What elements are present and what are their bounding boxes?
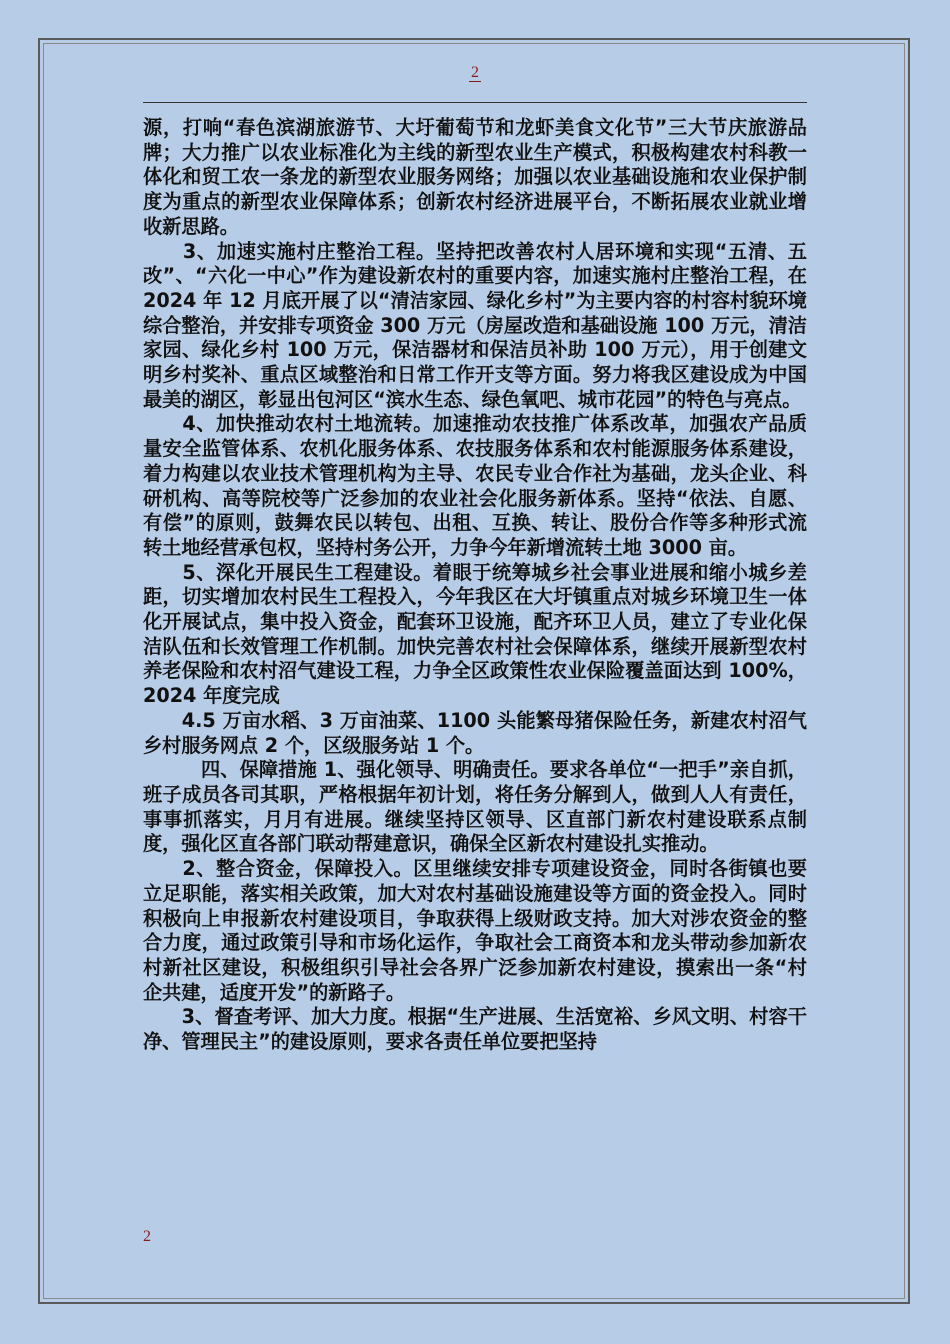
footer-page-number: 2 (143, 1228, 151, 1245)
paragraph: 4、加快推动农村土地流转。加速推动农技推广体系改革，加强农产品质量安全监管体系、农机化服务体系、农技服务体系和农村能源服务体系建设，着力构建以农业技术管理机构为主导、农民专业合作社为基础，龙头企业、科研机构、高等院校等广泛参加的农业社会化服务新体系。坚持“依法、自愿、有偿”的原则，鼓舞农民以转包、出租、互换、转让、股份合作等多种形式流转土地经营承包权，坚持村务公开，力争今年新增流转土地 3000 亩。 (143, 412, 807, 559)
header-page-number (0, 64, 950, 82)
paragraph: 3、加速实施村庄整治工程。坚持把改善农村人居环境和实现“五清、五改”、“六化一中心”作为建设新农村的重要内容，加速实施村庄整治工程，在 2024 年 12 月底开展了以“清洁家园、绿化乡村”为主要内容的村容村貌环境综合整治，并安排专项资金 300 万元（房屋改造和基础设施 100 万元，清洁家园、绿化乡村 100 万元，保洁器材和保洁员补助 100 万元），用于创建文明乡村奖补、重点区域整治和日常工作开支等方面。努力将我区建设成为中国最美的湖区，彰显出包河区“滨水生态、绿色氧吧、城市花园”的特色与亮点。 (143, 239, 807, 411)
paragraph: 4.5 万亩水稻、3 万亩油菜、1100 头能繁母猪保险任务，新建农村沼气乡村服务网点 2 个，区级服务站 1 个。 (143, 708, 807, 757)
paragraph: 源，打响“春色滨湖旅游节、大圩葡萄节和龙虾美食文化节”三大节庆旅游品牌；大力推广以农业标准化为主线的新型农业生产模式，积极构建农村科教一体化和贸工农一条龙的新型农业服务网络；加强以农业基础设施和农业保护制度为重点的新型农业保障体系；创新农村经济进展平台，不断拓展农业就业增收新思路。 (143, 116, 807, 238)
document-body (143, 116, 807, 1055)
paragraph: 2、整合资金，保障投入。区里继续安排专项建设资金，同时各街镇也要立足职能，落实相关政策，加大对农村基础设施建设等方面的资金投入。同时积极向上申报新农村建设项目，争取获得上级财政支持。加大对涉农资金的整合力度，通过政策引导和市场化运作，争取社会工商资本和龙头带动参加新农村新社区建设，积极组织引导社会各界广泛参加新农村建设，摸索出一条“村企共建，适度开发”的新路子。 (143, 857, 807, 1004)
header-rule (143, 102, 807, 103)
paragraph: 5、深化开展民生工程建设。着眼于统筹城乡社会事业进展和缩小城乡差距，切实增加农村民生工程投入，今年我区在大圩镇重点对城乡环境卫生一体化开展试点，集中投入资金，配套环卫设施，配齐环卫人员，建立了专业化保洁队伍和长效管理工作机制。加快完善农村社会保障体系，继续开展新型农村养老保险和农村沼气建设工程，力争全区政策性农业保险覆盖面达到 100%，2024 年度完成 (143, 560, 807, 708)
header-page-number-text: 2 (471, 64, 479, 81)
paragraph: 3、督查考评、加大力度。根据“生产进展、生活宽裕、乡风文明、村容干净、管理民主”的建设原则，要求各责任单位要把坚持 (143, 1005, 807, 1054)
paragraph: 四、保障措施 1、强化领导、明确责任。要求各单位“一把手”亲自抓，班子成员各司其职，严格根据年初计划，将任务分解到人，做到人人有责任，事事抓落实，月月有进展。继续坚持区领导、区直部门新农村建设联系点制度，强化区直各部门联动帮建意识，确保全区新农村建设扎实推动。 (143, 758, 807, 856)
